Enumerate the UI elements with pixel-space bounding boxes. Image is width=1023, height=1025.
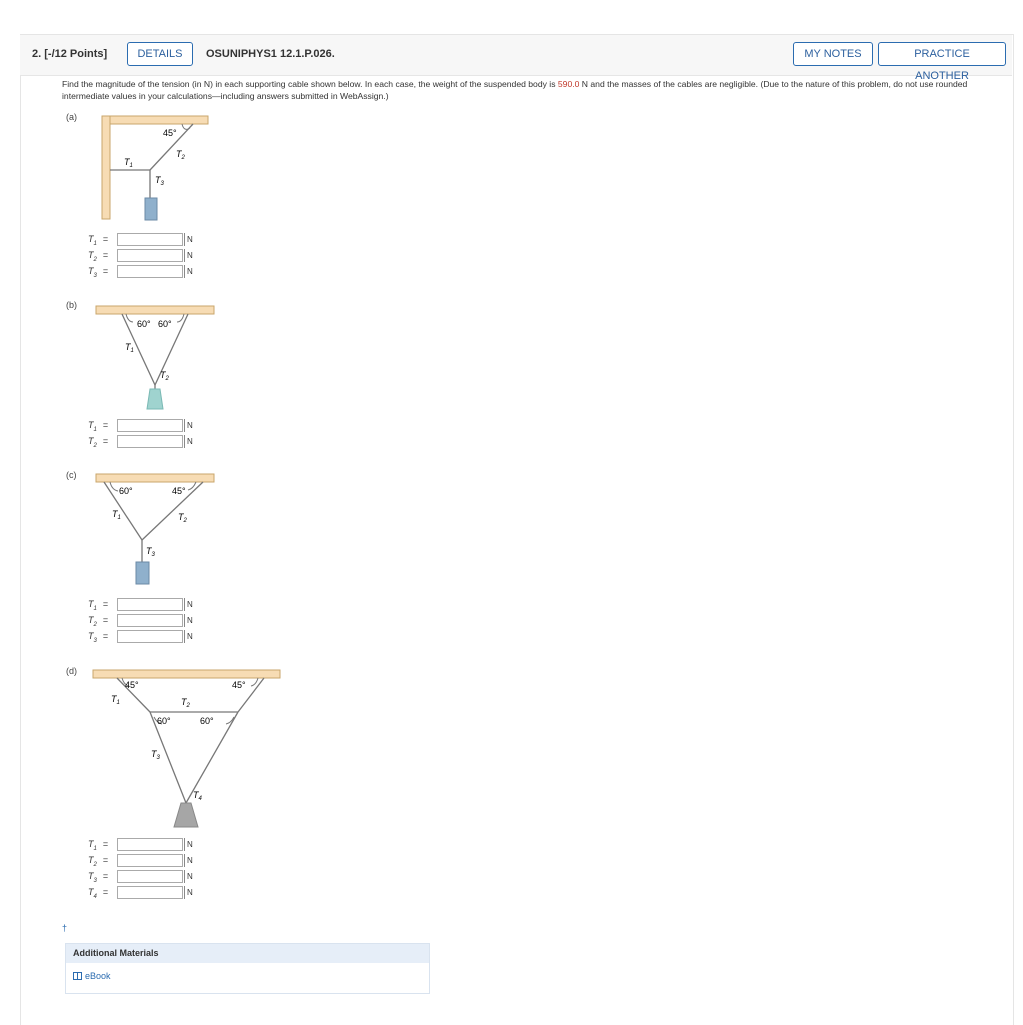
angle-arc-c-right <box>188 482 196 490</box>
unit-d-t4: N <box>184 886 193 899</box>
label-d-t4: $T_4$ <box>193 790 202 802</box>
answer-input-d-t2[interactable] <box>117 854 183 867</box>
angle-c-left: 60° <box>119 486 133 496</box>
label-a-t3: $T_3$ <box>155 175 164 187</box>
label-b-t1: $T_1$ <box>125 342 134 354</box>
unit-d-t3: N <box>184 870 193 883</box>
weight-value: 590.0 <box>557 79 580 89</box>
angle-b-right: 60° <box>158 319 172 329</box>
unit-d-t1: N <box>184 838 193 851</box>
answer-input-c-t2[interactable] <box>117 614 183 627</box>
angle-d-mid-right: 60° <box>200 716 214 726</box>
angle-arc-a <box>182 124 190 129</box>
practice-another-button[interactable]: PRACTICE ANOTHER <box>878 42 1006 66</box>
label-c-t2: $T_2$ <box>178 512 187 524</box>
unit-c-t1: N <box>184 598 193 611</box>
details-button[interactable]: DETAILS <box>127 42 193 66</box>
beam-b <box>96 306 214 314</box>
beam-d <box>93 670 280 678</box>
answer-input-a-t1[interactable] <box>117 233 183 246</box>
angle-arc-b-right <box>177 314 184 322</box>
answer-label-d-t3: $T_3$ = <box>88 871 109 884</box>
additional-materials <box>65 943 430 994</box>
answer-input-b-t2[interactable] <box>117 435 183 448</box>
angle-b-left: 60° <box>137 319 151 329</box>
answer-input-a-t2[interactable] <box>117 249 183 262</box>
answer-label-d-t4: $T_4$ = <box>88 887 109 900</box>
unit-c-t3: N <box>184 630 193 643</box>
label-a-t2: $T_2$ <box>176 149 185 161</box>
diagram-b <box>96 306 214 409</box>
answer-label-c-t1: $T_1$ = <box>88 599 109 612</box>
mass-b <box>147 389 163 409</box>
answer-label-a-t2: $T_2$ = <box>88 250 109 263</box>
my-notes-button[interactable]: MY NOTES <box>793 42 873 66</box>
diagram-d <box>93 670 280 827</box>
part-a-label: (a) <box>66 112 77 122</box>
label-d-t2: $T_2$ <box>181 697 190 709</box>
answer-input-c-t1[interactable] <box>117 598 183 611</box>
part-b-label: (b) <box>66 300 77 310</box>
question-prompt: Find the magnitude of the tension (in N) in each supporting cable shown below. In each case, the weight of the suspended body is 590.0 N and the masses of the cables are negligible. (Due to the nature of this problem, do not use rounded intermediate values in your calculations—including answers submitted in WebAssign.) <box>62 79 968 101</box>
unit-a-t2: N <box>184 249 193 262</box>
diagram-a <box>102 116 208 220</box>
mass-d <box>174 803 198 827</box>
ebook-link[interactable] <box>73 971 111 981</box>
angle-d-right: 45° <box>232 680 246 690</box>
answer-label-c-t2: $T_2$ = <box>88 615 109 628</box>
angle-c-right: 45° <box>172 486 186 496</box>
unit-b-t1: N <box>184 419 193 432</box>
unit-d-t2: N <box>184 854 193 867</box>
question-number: 2. [-/12 Points] <box>32 48 108 60</box>
angle-a: 45° <box>163 128 177 138</box>
answer-label-c-t3: $T_3$ = <box>88 631 109 644</box>
unit-a-t1: N <box>184 233 193 246</box>
answer-input-c-t3[interactable] <box>117 630 183 643</box>
label-c-t3: $T_3$ <box>146 546 155 558</box>
dagger-marker: † <box>62 923 68 933</box>
beam-a-top <box>102 116 208 124</box>
answer-label-a-t1: $T_1$ = <box>88 234 109 247</box>
beam-a-wall <box>102 116 110 219</box>
answer-input-a-t3[interactable] <box>117 265 183 278</box>
angle-arc-d-right <box>251 678 258 686</box>
additional-materials-title: Additional Materials <box>66 944 429 963</box>
ebook-label[interactable]: eBook <box>85 971 111 981</box>
answer-label-b-t1: $T_1$ = <box>88 420 109 433</box>
answer-label-a-t3: $T_3$ = <box>88 266 109 279</box>
angle-d-mid-left: 60° <box>157 716 171 726</box>
angle-d-left: 45° <box>125 680 139 690</box>
angle-arc-b-left <box>126 314 133 322</box>
answer-label-d-t1: $T_1$ = <box>88 839 109 852</box>
mass-c <box>136 562 149 584</box>
label-c-t1: $T_1$ <box>112 509 121 521</box>
answer-input-d-t3[interactable] <box>117 870 183 883</box>
part-c-label: (c) <box>66 470 77 480</box>
part-d-label: (d) <box>66 666 77 676</box>
mass-a <box>145 198 157 220</box>
unit-b-t2: N <box>184 435 193 448</box>
unit-a-t3: N <box>184 265 193 278</box>
label-d-t1: $T_1$ <box>111 694 120 706</box>
label-d-t3: $T_3$ <box>151 749 160 761</box>
answer-label-d-t2: $T_2$ = <box>88 855 109 868</box>
beam-c <box>96 474 214 482</box>
unit-c-t2: N <box>184 614 193 627</box>
label-b-t2: $T_2$ <box>160 370 169 382</box>
diagram-c <box>96 474 214 584</box>
answer-input-d-t1[interactable] <box>117 838 183 851</box>
answer-input-b-t1[interactable] <box>117 419 183 432</box>
angle-arc-c-left <box>110 482 118 491</box>
answer-label-b-t2: $T_2$ = <box>88 436 109 449</box>
answer-input-d-t4[interactable] <box>117 886 183 899</box>
label-a-t1: $T_1$ <box>124 157 133 169</box>
book-icon <box>73 972 82 980</box>
question-code: OSUNIPHYS1 12.1.P.026. <box>206 48 335 60</box>
